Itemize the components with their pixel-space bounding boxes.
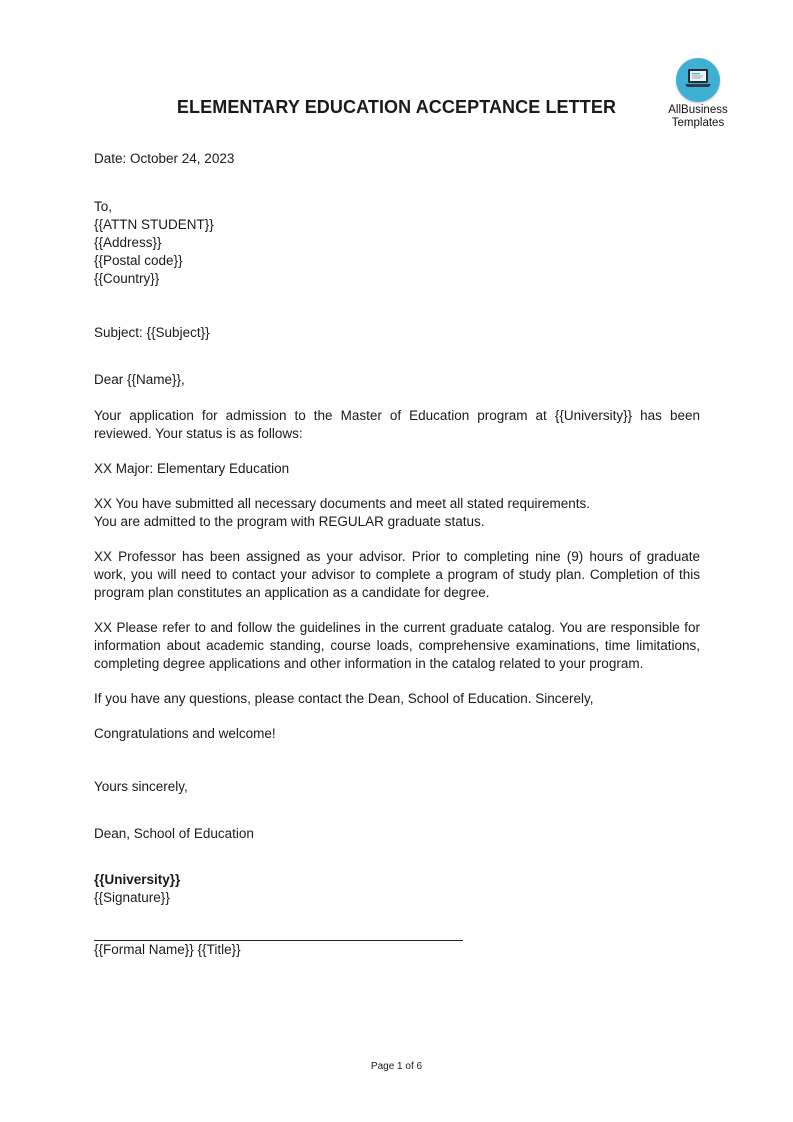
letter-title: ELEMENTARY EDUCATION ACCEPTANCE LETTER [176,97,617,117]
closing-university: {{University}} [94,872,181,887]
major-paragraph: XX Major: Elementary Education [94,461,290,476]
recipient-attn: {{ATTN STUDENT}} [94,217,214,232]
signature-placeholder: {{Signature}} [94,890,170,905]
intro-paragraph: Your application for admission to the Master of Education program at {{University}} has been reviewed. Your status is as follows: [94,408,700,441]
recipient-postal: {{Postal code}} [94,253,183,268]
closing-sincerely: Yours sincerely, [94,779,188,794]
recipient-address: {{Address}} [94,235,162,250]
documents-line-2: You are admitted to the program with REGULAR graduate status. [94,514,485,529]
salutation: Dear {{Name}}, [94,372,185,387]
documents-line-1: XX You have submitted all necessary documents and meet all stated requirements. [94,496,591,511]
advisor-paragraph: XX Professor has been assigned as your advisor. Prior to completing nine (9) hours of graduate work, you will need to contact your advisor to complete a program of study plan. Completion of this program plan constitutes an application as a candidate for degree. [94,549,700,600]
page-number: Page 1 of 6 [370,1061,423,1072]
recipient-to: To, [94,199,113,214]
subject-line: Subject: {{Subject}} [94,325,210,340]
guidelines-paragraph: XX Please refer to and follow the guidelines in the current graduate catalog. You are responsible for information about academic standing, course loads, comprehensive examinations, time limitations, completing degree applications and other information in the catalog related to your program. [94,620,700,671]
brand-name-line2: Templates [671,117,725,129]
brand-logo[interactable] [662,58,734,130]
questions-paragraph: If you have any questions, please contact the Dean, School of Education. Sincerely, [94,691,594,706]
congratulations-line: Congratulations and welcome! [94,726,276,741]
laptop-icon [676,58,720,102]
date-line: Date: October 24, 2023 [94,151,235,166]
recipient-country: {{Country}} [94,271,160,286]
brand-name-line1: AllBusiness [668,104,728,116]
letter-body [94,150,700,959]
closing-dean: Dean, School of Education [94,826,254,841]
formal-name-title: {{Formal Name}} {{Title}} [94,942,241,957]
